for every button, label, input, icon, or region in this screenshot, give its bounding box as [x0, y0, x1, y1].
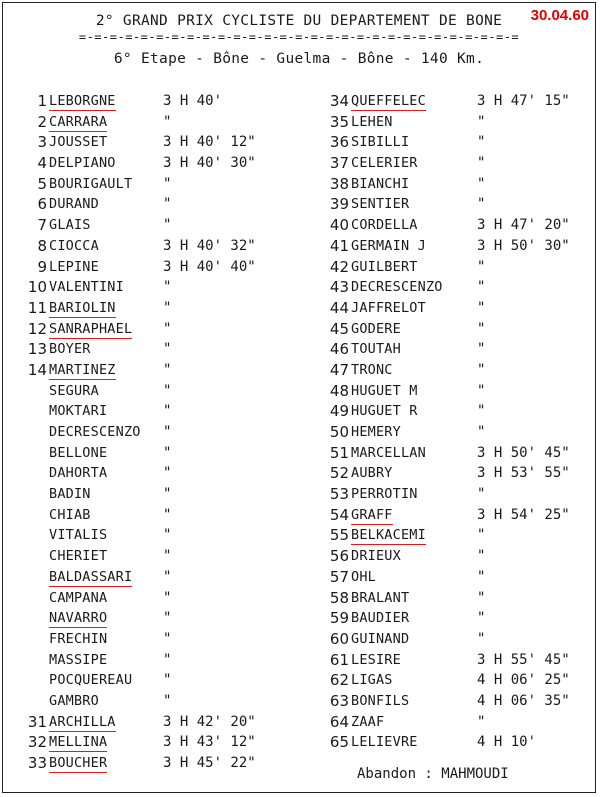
result-row	[311, 629, 600, 650]
rider-name: SEGURA	[49, 382, 99, 399]
result-row	[19, 608, 309, 629]
rank-number: 56	[329, 547, 349, 566]
finish-time: 3 H 40' 12"	[163, 134, 256, 151]
finish-time: "	[477, 113, 486, 130]
rank-number: 57	[329, 567, 349, 586]
rider-name: MASSIPE	[49, 651, 108, 668]
title-divider: =-=-=-=-=-=-=-=-=-=-=-=-=-=-=-=-=-=-=-=-=-=-=-=-=-=-=-=-=	[78, 30, 520, 44]
date-stamp: 30.04.60	[530, 7, 589, 24]
rider-name: BELLONE	[49, 444, 108, 461]
result-row	[19, 401, 309, 422]
rank-number: 5	[37, 174, 47, 193]
result-row	[19, 567, 309, 588]
rider-name: BELKACEMI	[351, 527, 426, 544]
rider-name: LIGAS	[351, 672, 393, 689]
finish-time: "	[477, 175, 486, 192]
finish-time: 3 H 54' 25"	[477, 506, 570, 523]
rider-name: DAHORTA	[49, 465, 108, 482]
rank-number: 6	[37, 195, 47, 214]
rank-number: 33	[27, 754, 47, 772]
finish-time: "	[163, 630, 172, 647]
finish-time: "	[477, 610, 486, 627]
result-row	[19, 629, 309, 650]
finish-time: "	[477, 258, 486, 275]
result-row	[311, 670, 600, 691]
result-row	[19, 712, 309, 733]
rank-number: 14	[27, 360, 47, 379]
rank-number: 41	[329, 236, 349, 255]
rider-name: CHIAB	[49, 506, 91, 523]
finish-time: "	[163, 299, 172, 316]
rider-name: BRALANT	[351, 589, 410, 606]
result-row	[19, 732, 309, 753]
result-row	[19, 753, 309, 774]
finish-time: 3 H 50' 45"	[477, 444, 570, 461]
finish-time: 4 H 10'	[477, 734, 537, 751]
rider-name: GRAFF	[351, 506, 393, 523]
rider-name: DECRESCENZO	[351, 279, 443, 296]
result-row	[19, 381, 309, 402]
rank-number: 49	[329, 402, 349, 421]
rider-name: PERROTIN	[351, 486, 418, 503]
result-row	[311, 236, 600, 257]
result-row	[19, 339, 309, 360]
result-row	[311, 546, 600, 567]
result-row	[311, 153, 600, 174]
rider-name: GAMBRO	[49, 692, 99, 709]
finish-time: "	[163, 465, 172, 482]
rank-number: 42	[329, 257, 349, 276]
rider-name: LEBORGNE	[49, 93, 116, 109]
rider-name: DECRESCENZO	[49, 424, 141, 440]
result-row	[19, 112, 309, 133]
rider-name: LEPINE	[49, 258, 99, 275]
finish-time: 3 H 55' 45"	[477, 651, 570, 668]
rider-name: HUGUET R	[351, 403, 418, 420]
finish-time: "	[163, 610, 172, 627]
result-row	[311, 443, 600, 464]
rider-name: LESIRE	[351, 651, 401, 668]
result-row	[19, 257, 309, 278]
result-row	[19, 505, 309, 526]
result-row	[311, 91, 600, 112]
rank-number: 64	[329, 712, 349, 731]
result-row	[19, 174, 309, 195]
result-row	[19, 546, 309, 567]
finish-time: "	[477, 548, 486, 565]
rank-number: 4	[37, 154, 47, 173]
rider-name: POCQUEREAU	[49, 672, 133, 689]
finish-time: "	[477, 486, 486, 503]
finish-time: "	[477, 424, 486, 440]
rider-name: TOUTAH	[351, 341, 401, 358]
abandon-note: Abandon : MAHMOUDI	[357, 766, 509, 782]
result-row	[19, 215, 309, 236]
rider-name: CHERIET	[49, 548, 108, 565]
finish-time: 4 H 06' 25"	[477, 672, 570, 689]
finish-time: "	[477, 630, 486, 647]
rank-number: 47	[329, 360, 349, 379]
finish-time: 3 H 42' 20"	[163, 713, 256, 730]
rank-number: 34	[329, 92, 349, 110]
result-row	[19, 236, 309, 257]
rank-number: 38	[329, 174, 349, 193]
result-row	[311, 132, 600, 153]
result-row	[311, 319, 600, 340]
finish-time: "	[477, 320, 486, 337]
rank-number: 63	[329, 691, 349, 710]
result-row	[19, 277, 309, 298]
rank-number: 12	[27, 319, 47, 338]
rank-number: 46	[329, 340, 349, 359]
rider-name: DELPIANO	[49, 155, 116, 172]
rank-number: 50	[329, 423, 349, 441]
rank-number: 53	[329, 485, 349, 504]
rank-number: 62	[329, 671, 349, 690]
result-row	[19, 132, 309, 153]
rank-number: 59	[329, 609, 349, 628]
result-row	[19, 360, 309, 381]
rider-name: AUBRY	[351, 465, 393, 482]
result-row	[311, 650, 600, 671]
rider-name: GLAIS	[49, 217, 91, 234]
rank-number: 51	[329, 443, 349, 462]
rider-name: HEMERY	[351, 424, 401, 440]
rank-number: 2	[37, 112, 47, 131]
result-row	[311, 712, 600, 733]
result-row	[311, 112, 600, 133]
rank-number: 45	[329, 319, 349, 338]
result-row	[19, 319, 309, 340]
result-row	[19, 670, 309, 691]
result-row	[311, 401, 600, 422]
rank-number: 55	[329, 526, 349, 545]
rider-name: MELLINA	[49, 734, 108, 751]
result-row	[311, 194, 600, 215]
rider-name: BARIOLIN	[49, 299, 116, 316]
finish-time: "	[163, 589, 172, 606]
stage-subtitle: 6° Etape - Bône - Guelma - Bône - 140 Km.	[113, 51, 485, 67]
rider-name: FRECHIN	[49, 630, 108, 647]
rank-number: 7	[37, 216, 47, 235]
rank-number: 11	[27, 298, 47, 317]
rider-name: VITALIS	[49, 527, 108, 544]
results-left-column	[19, 91, 309, 774]
finish-time: "	[163, 341, 172, 358]
result-row	[311, 360, 600, 381]
finish-time: "	[477, 568, 486, 585]
document-page	[2, 2, 596, 793]
finish-time: "	[163, 320, 172, 337]
rider-name: LEHEN	[351, 113, 393, 130]
rider-name: CORDELLA	[351, 217, 418, 234]
finish-time: 3 H 50' 30"	[477, 237, 570, 254]
finish-time: "	[163, 548, 172, 565]
result-row	[311, 505, 600, 526]
rider-name: SIBILLI	[351, 134, 410, 151]
rank-number: 52	[329, 464, 349, 483]
rank-number: 10	[27, 278, 47, 297]
rider-name: SANRAPHAEL	[49, 320, 133, 337]
rider-name: GUILBERT	[351, 258, 418, 275]
rider-name: CAMPANA	[49, 589, 108, 606]
rank-number: 35	[329, 112, 349, 131]
finish-time: "	[477, 382, 486, 399]
rank-number: 37	[329, 154, 349, 173]
finish-time: "	[477, 341, 486, 358]
finish-time: "	[163, 506, 172, 523]
rider-name: CELERIER	[351, 155, 418, 172]
rider-name: BOURIGAULT	[49, 175, 133, 192]
rider-name: NAVARRO	[49, 610, 108, 627]
finish-time: "	[477, 713, 486, 730]
finish-time: "	[163, 279, 172, 296]
result-row	[19, 650, 309, 671]
rank-number: 31	[27, 712, 47, 731]
finish-time: 3 H 47' 20"	[477, 217, 570, 234]
rank-number: 1	[37, 92, 47, 110]
rider-name: CARRARA	[49, 113, 108, 130]
result-row	[19, 422, 309, 443]
finish-time: "	[163, 486, 172, 503]
rider-name: QUEFFELEC	[351, 93, 426, 109]
finish-time: "	[163, 527, 172, 544]
finish-time: "	[163, 361, 172, 378]
rank-number: 48	[329, 381, 349, 400]
result-row	[311, 174, 600, 195]
finish-time: 3 H 53' 55"	[477, 465, 570, 482]
rider-name: DURAND	[49, 196, 99, 213]
result-row	[311, 463, 600, 484]
result-row	[311, 525, 600, 546]
finish-time: 3 H 45' 22"	[163, 755, 256, 771]
rank-number: 65	[329, 733, 349, 752]
finish-time: "	[163, 113, 172, 130]
finish-time: 4 H 06' 35"	[477, 692, 570, 709]
result-row	[19, 91, 309, 112]
rank-number: 60	[329, 629, 349, 648]
rider-name: BAUDIER	[351, 610, 410, 627]
rider-name: MARTINEZ	[49, 361, 116, 378]
finish-time: "	[163, 403, 172, 420]
finish-time: "	[163, 196, 172, 213]
rank-number: 8	[37, 236, 47, 255]
rider-name: JAFFRELOT	[351, 299, 426, 316]
result-row	[19, 298, 309, 319]
rank-number: 36	[329, 133, 349, 152]
rider-name: GERMAIN J	[351, 237, 426, 254]
rider-name: BOUCHER	[49, 755, 108, 771]
finish-time: "	[163, 692, 172, 709]
finish-time: "	[163, 651, 172, 668]
finish-time: "	[163, 568, 172, 585]
rider-name: JOUSSET	[49, 134, 108, 151]
rider-name: CIOCCA	[49, 237, 99, 254]
rider-name: BONFILS	[351, 692, 410, 709]
result-row	[19, 588, 309, 609]
finish-time: "	[477, 589, 486, 606]
finish-time: "	[163, 672, 172, 689]
result-row	[19, 194, 309, 215]
rider-name: BALDASSARI	[49, 568, 133, 585]
rider-name: LELIEVRE	[351, 734, 418, 751]
rider-name: OHL	[351, 568, 376, 585]
rank-number: 58	[329, 588, 349, 607]
result-row	[311, 484, 600, 505]
rank-number: 9	[37, 257, 47, 276]
rider-name: MOKTARI	[49, 403, 108, 420]
finish-time: "	[477, 403, 486, 420]
rank-number: 43	[329, 278, 349, 297]
rider-name: TRONC	[351, 361, 393, 378]
finish-time: 3 H 40' 40"	[163, 258, 256, 275]
result-row	[19, 153, 309, 174]
result-row	[19, 525, 309, 546]
finish-time: 3 H 47' 15"	[477, 93, 570, 109]
rider-name: VALENTINI	[49, 279, 124, 296]
finish-time: "	[477, 527, 486, 544]
finish-time: "	[477, 155, 486, 172]
rank-number: 44	[329, 298, 349, 317]
document-title: 2° GRAND PRIX CYCLISTE DU DEPARTEMENT DE BONE	[95, 13, 503, 29]
rider-name: ARCHILLA	[49, 713, 116, 730]
results-right-column	[311, 91, 600, 753]
result-row	[19, 691, 309, 712]
finish-time: "	[163, 424, 172, 440]
finish-time: "	[477, 299, 486, 316]
finish-time: "	[477, 134, 486, 151]
result-row	[311, 567, 600, 588]
result-row	[19, 463, 309, 484]
result-row	[311, 422, 600, 443]
rider-name: SENTIER	[351, 196, 410, 213]
result-row	[311, 298, 600, 319]
finish-time: 3 H 40' 32"	[163, 237, 256, 254]
result-row	[311, 588, 600, 609]
finish-time: "	[477, 279, 486, 296]
finish-time: "	[163, 217, 172, 234]
rider-name: ZAAF	[351, 713, 385, 730]
finish-time: "	[477, 361, 486, 378]
result-row	[19, 443, 309, 464]
rider-name: GODERE	[351, 320, 401, 337]
rank-number: 13	[27, 340, 47, 359]
rider-name: BOYER	[49, 341, 91, 358]
result-row	[311, 732, 600, 753]
finish-time: "	[163, 382, 172, 399]
result-row	[311, 339, 600, 360]
result-row	[311, 691, 600, 712]
finish-time: "	[163, 444, 172, 461]
result-row	[311, 257, 600, 278]
finish-time: 3 H 40' 30"	[163, 155, 256, 172]
finish-time: "	[477, 196, 486, 213]
rider-name: BADIN	[49, 486, 91, 503]
rank-number: 3	[37, 133, 47, 152]
rank-number: 61	[329, 650, 349, 669]
rider-name: GUINAND	[351, 630, 410, 647]
finish-time: 3 H 43' 12"	[163, 734, 256, 751]
result-row	[19, 484, 309, 505]
result-row	[311, 215, 600, 236]
rank-number: 32	[27, 733, 47, 752]
rider-name: MARCELLAN	[351, 444, 426, 461]
result-row	[311, 381, 600, 402]
result-row	[311, 608, 600, 629]
result-row	[311, 277, 600, 298]
rider-name: BIANCHI	[351, 175, 410, 192]
rider-name: HUGUET M	[351, 382, 418, 399]
finish-time: 3 H 40'	[163, 93, 223, 109]
rank-number: 54	[329, 505, 349, 524]
rank-number: 40	[329, 216, 349, 235]
rank-number: 39	[329, 195, 349, 214]
rider-name: DRIEUX	[351, 548, 401, 565]
finish-time: "	[163, 175, 172, 192]
